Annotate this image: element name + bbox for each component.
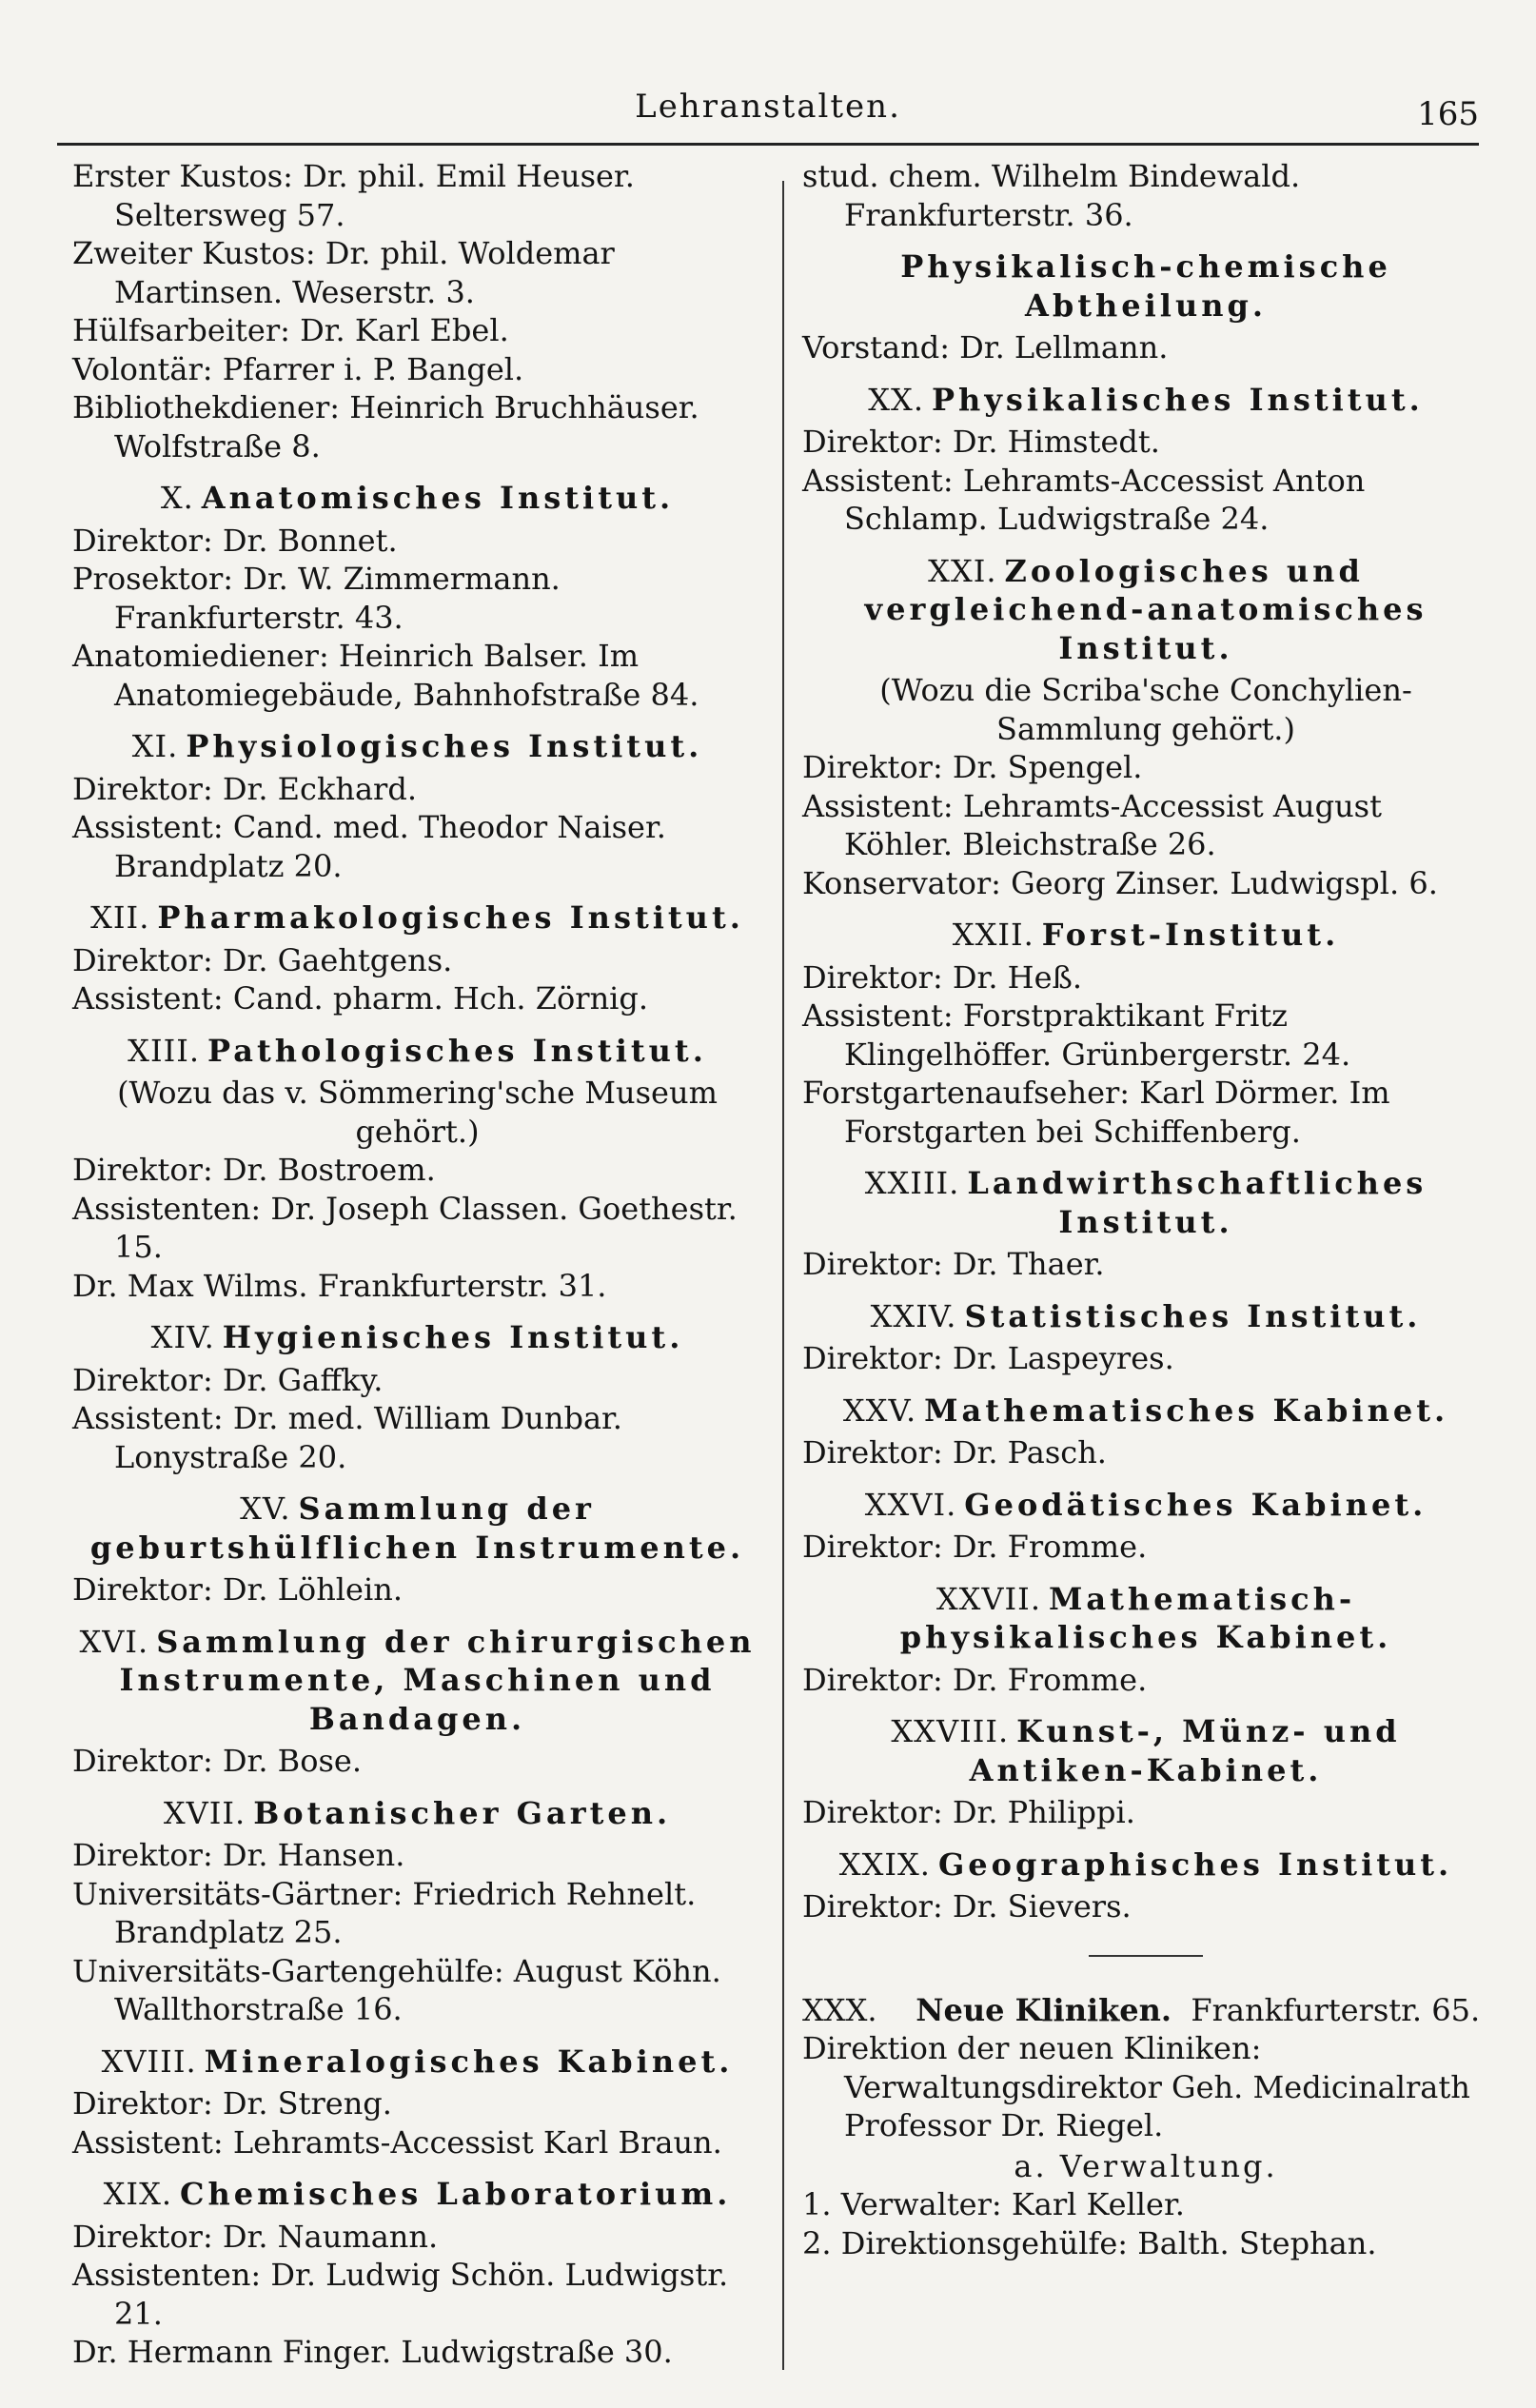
section-title: Forst-Institut. [1041,917,1340,953]
section [72,1490,762,1609]
entry-line: Vorstand: Dr. Lellmann. [802,329,1169,365]
section-number: XXIII. [864,1165,960,1201]
section-heading [802,1486,1489,1525]
section-heading [72,1490,762,1567]
entry-line: Assistent: Lehramts-Accessist August Köhler. Bleichstraße 26. [802,787,1382,862]
section-number: XXII. [952,917,1034,953]
entry-line: Universitäts-Gärtner: Friedrich Rehnelt. Brandplatz 25. [72,1875,697,1950]
section-heading [802,1845,1489,1885]
section-number: XI. [131,728,179,764]
entry-line: Bibliothekdiener: Heinrich Bruchhäuser. Wolfstraße 8. [72,389,699,464]
section [72,157,762,465]
section-title: Geographisches Institut. [937,1845,1453,1883]
section [802,1580,1489,1700]
entry-line: Direktor: Dr. Philippi. [802,1794,1135,1830]
entry-line: Direktor: Dr. Fromme. [802,1529,1148,1565]
clinics-title: Neue Kliniken. [916,1991,1172,2028]
section [802,1712,1489,1832]
section-heading [72,727,762,766]
section-heading [802,381,1489,420]
section-heading [72,1794,762,1833]
entry-line: Dr. Max Wilms. Frankfurterstr. 31. [72,1267,607,1304]
entry-line: Direktor: Dr. Pasch. [802,1434,1107,1470]
section-title: Pharmakologisches Institut. [157,899,744,936]
section [72,898,762,1018]
section-title: Physiologisches Institut. [186,728,703,764]
entry-line: Dr. Hermann Finger. Ludwigstraße 30. [72,2334,673,2370]
section-title: Kunst-, Münz- und Antiken-Kabinet. [969,1713,1401,1788]
clinics-number: XXX. [802,1991,877,2028]
entry-line: Direktor: Dr. Eckhard. [72,770,417,807]
section-number: XIV. [150,1319,215,1355]
entry-line: Direktor: Dr. Sievers. [802,1888,1132,1924]
section-title: Mathematisch-physikalisches Kabinet. [899,1580,1392,1655]
section-number: X. [160,480,194,516]
section-title: Mathematisches Kabinet. [924,1392,1449,1429]
section-note: (Wozu die Scriba'sche Conchylien-Sammlung gehört.) [879,672,1412,747]
section-number: XVII. [163,1794,246,1831]
section-number: XVI. [79,1623,149,1660]
section-number: XXVIII. [891,1713,1010,1749]
entry-line: Direktor: Dr. Thaer. [802,1246,1105,1282]
entry-line: Direktor: Dr. Himstedt. [802,424,1160,460]
section-number: XX. [868,381,924,418]
entry-line: Direktor: Dr. Hansen. [72,1837,405,1873]
entry-line: Erster Kustos: Dr. phil. Emil Heuser. Seltersweg 57. [72,158,635,233]
clinics-direction: Direktion der neuen Kliniken: Verwaltungsdirektor Geh. Medicinalrath Professor Dr. Riegel. [802,2030,1470,2143]
page-header [57,76,1479,146]
section-title: Geodätisches Kabinet. [964,1486,1428,1523]
section-heading [72,2043,762,2082]
section-title: Physikalisch-chemische Abtheilung. [900,248,1391,324]
section-note: (Wozu das v. Sömmering'sche Museum gehört.) [117,1075,718,1150]
section [802,1392,1489,1472]
section-heading [72,1318,762,1357]
separator-rule [1089,1955,1203,1957]
section-number: XXVII. [935,1580,1041,1617]
running-title: Lehranstalten. [635,88,901,126]
entry-line: Assistenten: Dr. Joseph Classen. Goethestr. 15. [72,1190,738,1265]
page-number: 165 [1417,95,1479,133]
section-number: XV. [240,1490,291,1527]
entry-line: Direktor: Dr. Bostroem. [72,1152,436,1188]
section-heading [802,916,1489,955]
section [802,1486,1489,1567]
section-title: Sammlung der chirurgischen Instrumente, Maschinen und Bandagen. [119,1623,756,1737]
entry-line: Assistent: Forstpraktikant Fritz Klingelhöffer. Grünbergerstr. 24. [802,997,1351,1073]
section-number: XIX. [103,2176,173,2212]
section-heading [802,552,1489,668]
section-number: XXIV. [870,1297,957,1334]
entry-line: Direktor: Dr. Bonnet. [72,522,398,559]
entry-line: Direktor: Dr. Fromme. [802,1661,1148,1698]
clinics-heading [802,1991,1489,2030]
section [72,1623,762,1781]
section [72,1794,762,2029]
section [72,479,762,714]
section-heading [72,1623,762,1739]
right-column-sections [802,157,1489,1926]
section [72,1032,762,1306]
section-title: Hygienisches Institut. [222,1319,684,1355]
entry-line: Assistenten: Dr. Ludwig Schön. Ludwigstr. 21. [72,2257,729,2332]
column-divider [782,181,784,2370]
section-title: Physikalisches Institut. [931,381,1424,418]
entry-line: Prosektor: Dr. W. Zimmermann. Frankfurterstr. 43. [72,561,561,636]
section-title: Zoologisches und vergleichend-anatomisches Institut. [864,552,1428,666]
entry-line: Direktor: Dr. Bose. [72,1743,362,1779]
entry-line: Direktor: Dr. Löhlein. [72,1571,403,1608]
section-number: XII. [90,899,150,936]
entry-line: Anatomiediener: Heinrich Balser. Im Anatomiegebäude, Bahnhofstraße 84. [72,638,699,713]
clinics-item: 2. Direktionsgehülfe: Balth. Stephan. [802,2224,1377,2261]
section-heading [802,1580,1489,1657]
section-number: XXIX. [838,1845,931,1883]
section-title: Mineralogisches Kabinet. [204,2043,734,2080]
entry-line: Direktor: Dr. Heß. [802,958,1083,996]
section [72,2043,762,2162]
section-heading [802,1712,1489,1789]
entry-line: stud. chem. Wilhelm Bindewald. Frankfurterstr. 36. [802,158,1301,233]
section [802,552,1489,903]
section-title: Sammlung der geburtshülflichen Instrumente. [89,1490,745,1566]
section-number: XIII. [128,1032,201,1069]
section-title: Anatomisches Institut. [201,480,675,516]
section-heading [72,898,762,938]
section [802,381,1489,539]
section-number: XXVI. [864,1486,957,1523]
entry-line: Direktor: Dr. Streng. [72,2085,392,2122]
entry-line: Assistent: Cand. pharm. Hch. Zörnig. [72,980,649,1016]
section-title: Statistisches Institut. [964,1297,1422,1334]
entry-line: Assistent: Lehramts-Accessist Anton Schlamp. Ludwigstraße 24. [802,462,1366,537]
section [802,1845,1489,1926]
clinics-address: Frankfurterstr. 65. [1191,1991,1481,2028]
entry-line: Zweiter Kustos: Dr. phil. Woldemar Martinsen. Weserstr. 3. [72,235,615,310]
entry-line: Direktor: Dr. Naumann. [72,2218,439,2255]
left-column [72,157,762,2385]
section [802,916,1489,1151]
section [72,727,762,885]
section-heading [72,479,762,518]
section [802,247,1489,367]
section-title: Botanischer Garten. [253,1794,672,1831]
section-number: XXI. [928,552,997,589]
entry-line: Assistent: Cand. med. Theodor Naiser. Brandplatz 20. [72,809,666,884]
section-title: Pathologisches Institut. [207,1032,707,1069]
entry-line: Assistent: Lehramts-Accessist Karl Braun. [72,2123,722,2161]
section [72,2175,762,2372]
section [802,1164,1489,1284]
section-heading [802,1297,1489,1336]
section-number: XVIII. [101,2043,197,2080]
section-heading [802,247,1489,325]
section-heading [72,2175,762,2214]
entry-line: Universitäts-Gartengehülfe: August Köhn. Wallthorstraße 16. [72,1952,721,2027]
entry-line: Direktor: Dr. Gaffky. [72,1361,384,1398]
entry-line: Volontär: Pfarrer i. P. Bangel. [72,350,524,387]
entry-line: Hülfsarbeiter: Dr. Karl Ebel. [72,312,509,348]
entry-line: Konservator: Georg Zinser. Ludwigspl. 6. [802,864,1438,901]
section [802,157,1489,234]
section-title: Chemisches Laboratorium. [180,2176,732,2212]
section-number: XXV. [842,1392,917,1429]
section-heading [802,1164,1489,1241]
entry-line: Direktor: Dr. Gaehtgens. [72,941,453,978]
right-column [802,157,1489,2276]
entry-line: Assistent: Dr. med. William Dunbar. Lonystraße 20. [72,1400,622,1475]
section [802,1297,1489,1378]
clinics-subheading: a. Verwaltung. [1014,2147,1278,2184]
section-heading [72,1032,762,1071]
section-heading [802,1392,1489,1431]
entry-line: Forstgartenaufseher: Karl Dörmer. Im Forstgarten bei Schiffenberg. [802,1075,1390,1150]
section [72,1318,762,1476]
clinics-section [802,1991,1489,2263]
section-title: Landwirthschaftliches Institut. [967,1165,1428,1240]
entry-line: Direktor: Dr. Spengel. [802,749,1143,785]
entry-line: Direktor: Dr. Laspeyres. [802,1340,1174,1376]
clinics-item: 1. Verwalter: Karl Keller. [802,2186,1185,2222]
